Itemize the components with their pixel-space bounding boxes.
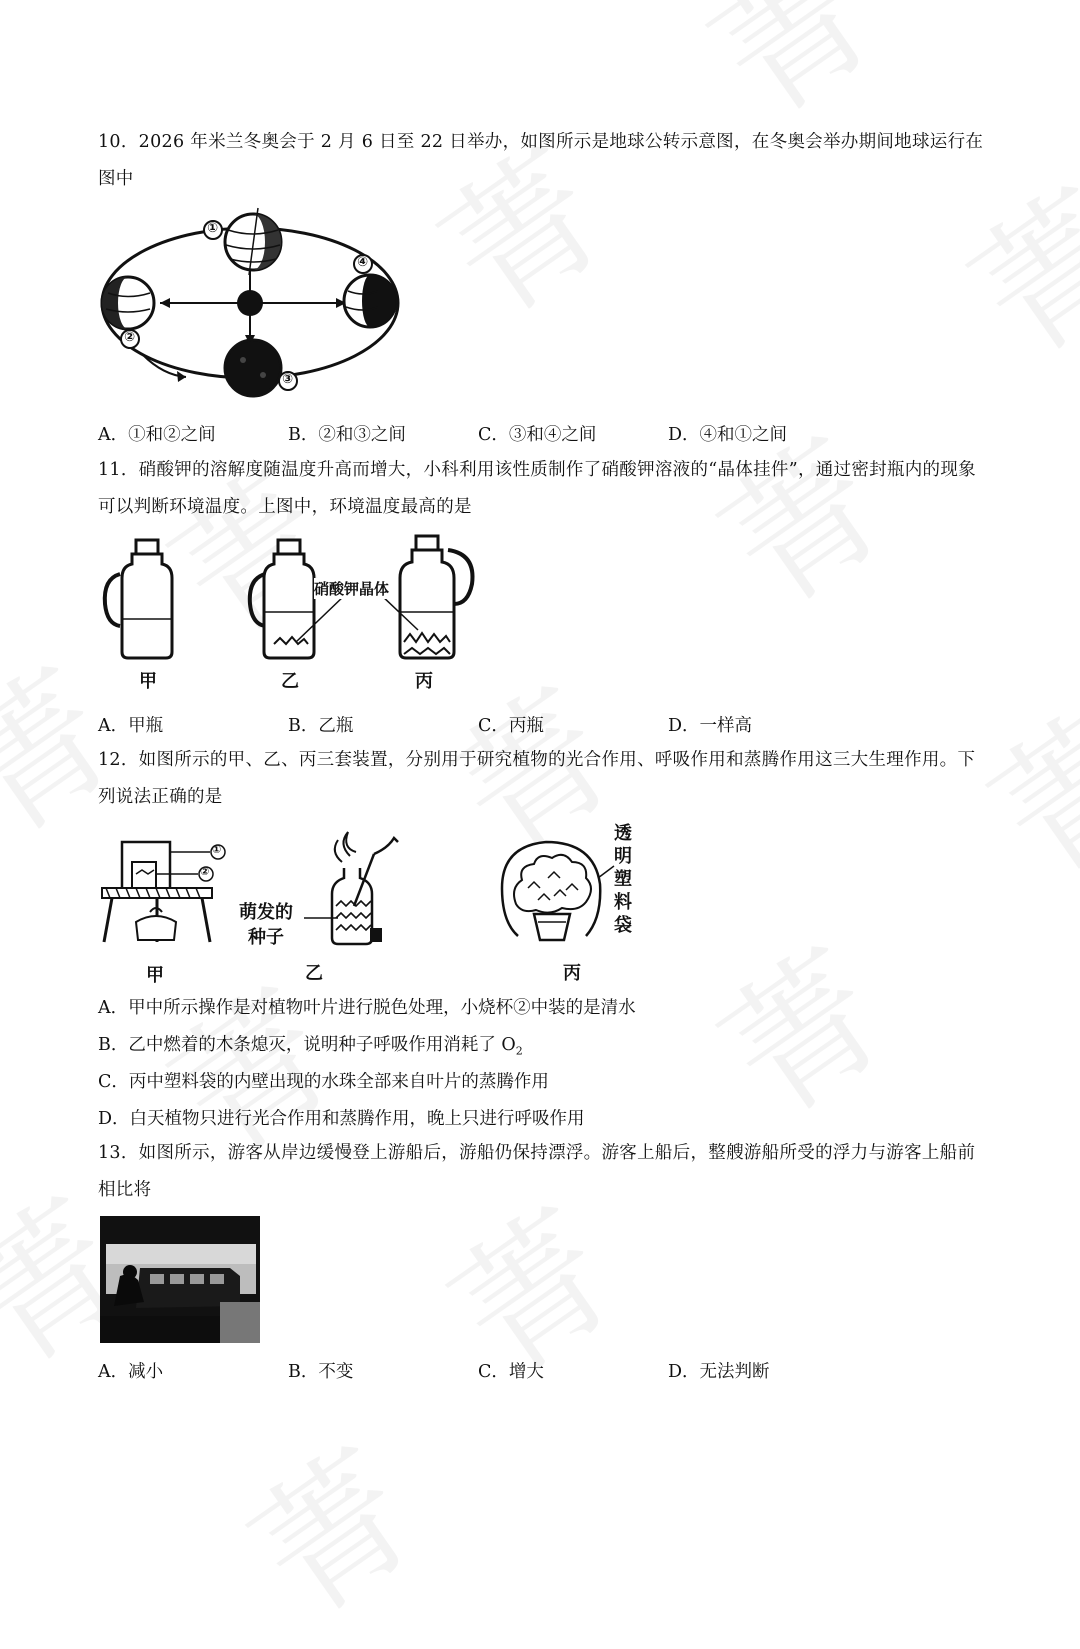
bottle-yi (250, 540, 314, 658)
question-13-stem: 13．如图所示，游客从岸边缓慢登上游船后，游船仍保持漂浮。游客上船后，整艘游船所受的浮力与游客上船前相比将 (98, 1143, 976, 1200)
option-d[interactable]: D．④和①之间 (668, 425, 788, 445)
option-b[interactable]: B．不变 (288, 1362, 354, 1382)
watermark (701, 931, 910, 1140)
option-b[interactable] (98, 1031, 523, 1058)
setup-bing (502, 842, 614, 940)
option-c[interactable]: C．丙瓶 (478, 716, 544, 736)
bottle-label-jia: 甲 (139, 671, 157, 692)
setup-label-jia: 甲 (146, 965, 164, 986)
boat-photo (100, 1216, 260, 1343)
sun-icon (237, 290, 263, 316)
option-c[interactable]: C．增大 (478, 1362, 544, 1382)
question-10-stem: 10．2026 年米兰冬奥会于 2 月 6 日至 22 日举办，如图所示是地球公转示意图，在冬奥会举办期间地球运行在图中 (98, 132, 984, 189)
crystal-label: 硝酸钾晶体 (314, 580, 390, 598)
setup-label-yi: 乙 (305, 963, 323, 984)
bottle-bing (400, 536, 473, 658)
marker-1-label: ① (212, 843, 222, 856)
bottle-jia (105, 540, 172, 658)
option-d[interactable]: D．一样高 (668, 716, 753, 736)
option-a[interactable]: A．减小 (98, 1362, 164, 1382)
earth-icon (225, 340, 281, 396)
bag-label (614, 822, 636, 937)
marker-2-label: ② (200, 865, 210, 878)
o2-subscript: 2 (515, 1044, 523, 1058)
watermark (691, 0, 900, 139)
bag-label-char: 明 (614, 846, 632, 867)
watermark (971, 691, 1080, 900)
earth-icon (102, 277, 154, 329)
option-b[interactable]: B．乙瓶 (288, 716, 354, 736)
option-a[interactable]: A．甲中所示操作是对植物叶片进行脱色处理，小烧杯②中装的是清水 (98, 998, 636, 1018)
seeds-label-line1: 萌发的 (239, 902, 293, 923)
bottle-label-yi: 乙 (281, 671, 299, 692)
question-12-stem: 12．如图所示的甲、乙、丙三套装置，分别用于研究植物的光合作用、呼吸作用和蒸腾作用这三大生理作用。下列说法正确的是 (98, 750, 976, 807)
bag-label-char: 塑 (614, 869, 632, 890)
option-c[interactable]: C．③和④之间 (478, 425, 597, 445)
marker-4-label: ④ (357, 255, 369, 270)
question-11-stem: 11．硝酸钾的溶解度随温度升高而增大，小科利用该性质制作了硝酸钾溶液的“晶体挂件”，通过密封瓶内的现象可以判断环境温度。上图中，环境温度最高的是 (98, 460, 976, 517)
option-d[interactable]: D．无法判断 (668, 1362, 770, 1382)
marker-1-label: ① (207, 221, 219, 236)
crystal-bottles-figure (98, 534, 488, 664)
setup-jia (102, 842, 225, 942)
option-c[interactable]: C．丙中塑料袋的内壁出现的水珠全部来自叶片的蒸腾作用 (98, 1072, 549, 1092)
plant-experiments-figure (98, 818, 658, 953)
seeds-label-line2: 种子 (248, 927, 284, 948)
earth-orbit-diagram (98, 205, 418, 405)
bottle-label-bing: 丙 (415, 671, 433, 692)
watermark (231, 1431, 440, 1640)
earth-icon (344, 275, 396, 327)
watermark (951, 171, 1080, 380)
bag-label-char: 料 (614, 892, 632, 913)
bag-label-char: 透 (614, 823, 632, 844)
option-a[interactable]: A．甲瓶 (98, 716, 164, 736)
setup-yi (304, 832, 398, 944)
option-b[interactable]: B．②和③之间 (288, 425, 406, 445)
earth-icon (225, 208, 281, 275)
marker-2-label: ② (124, 330, 136, 345)
marker-3-label: ③ (282, 372, 294, 387)
option-a[interactable]: A．①和②之间 (98, 425, 216, 445)
question-10-options (98, 421, 984, 451)
question-13-options (98, 1358, 984, 1388)
setup-label-bing: 丙 (563, 963, 581, 984)
option-d[interactable]: D．白天植物只进行光合作用和蒸腾作用，晚上只进行呼吸作用 (98, 1109, 585, 1129)
question-11-options (98, 712, 984, 742)
bag-label-char: 袋 (614, 915, 632, 936)
option-b-text: B．乙中燃着的木条熄灭，说明种子呼吸作用消耗了 O (98, 1035, 516, 1055)
